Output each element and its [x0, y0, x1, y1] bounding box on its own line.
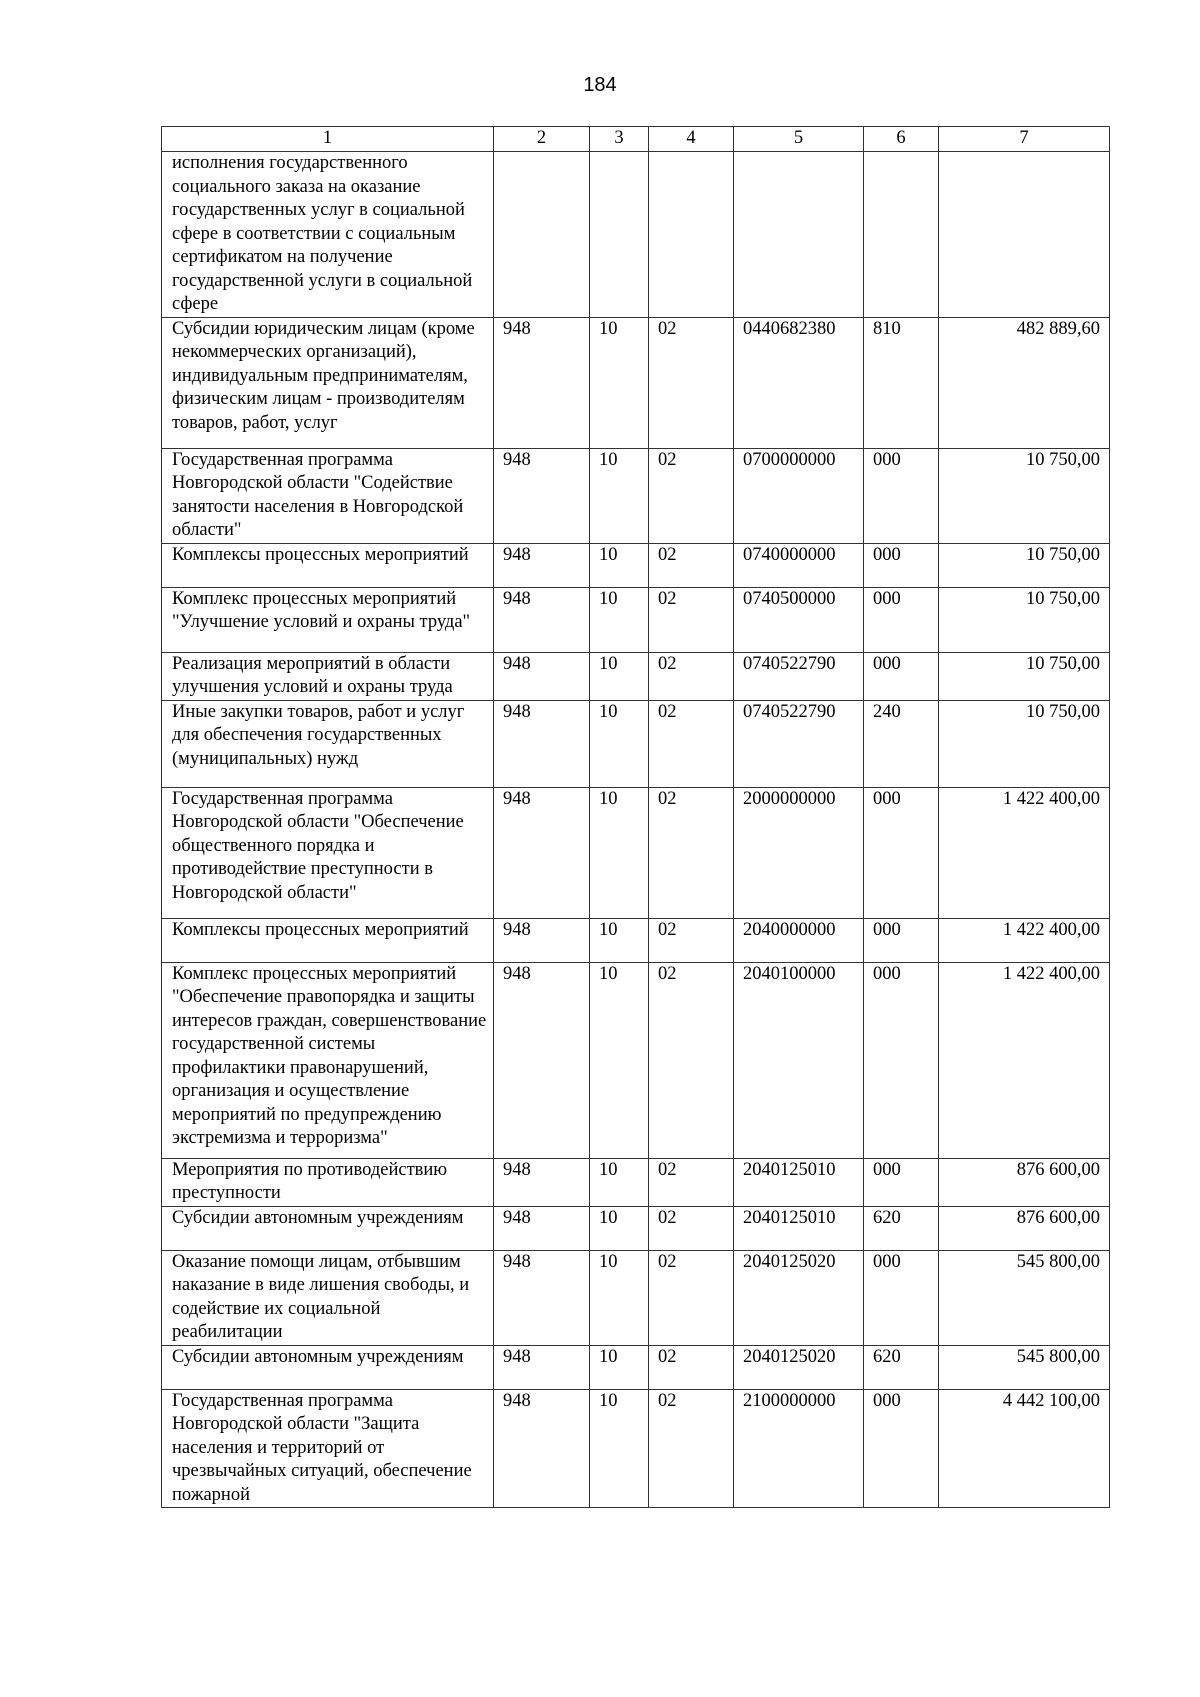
row-section-cell: 10: [590, 962, 649, 1158]
row-name-cell: Оказание помощи лицам, отбывшим наказание в виде лишения свободы, и содействие их социальной реабилитации: [162, 1250, 494, 1345]
row-expense-type-cell: 620: [864, 1345, 939, 1389]
row-section-cell: 10: [590, 1158, 649, 1206]
row-amount-cell: 10 750,00: [939, 700, 1110, 787]
row-expense-type-cell: [864, 152, 939, 318]
row-grbs-cell: 948: [494, 543, 590, 587]
row-name-cell: Государственная программа Новгородской области "Защита населения и территорий от чрезвычайных ситуаций, обеспечение пожарной: [162, 1389, 494, 1508]
row-section-cell: 10: [590, 543, 649, 587]
row-target-article-cell: 0740522790: [734, 700, 864, 787]
row-subsection-cell: 02: [649, 587, 734, 652]
table-row: [162, 152, 1110, 318]
header-cell-2: 2: [494, 127, 590, 152]
row-target-article-cell: 2100000000: [734, 1389, 864, 1508]
row-name-cell: Субсидии юридическим лицам (кроме некоммерческих организаций), индивидуальным предпринимателям, физическим лицам - производителям товаров, работ, услуг: [162, 317, 494, 448]
table-row: [162, 317, 1110, 448]
row-section-cell: 10: [590, 1250, 649, 1345]
row-name-cell: Субсидии автономным учреждениям: [162, 1345, 494, 1389]
row-target-article-cell: 0740000000: [734, 543, 864, 587]
row-expense-type-cell: 000: [864, 1250, 939, 1345]
row-subsection-cell: [649, 152, 734, 318]
row-subsection-cell: 02: [649, 652, 734, 700]
row-target-article-cell: 0740500000: [734, 587, 864, 652]
table-header-row: [162, 127, 1110, 152]
row-amount-cell: 482 889,60: [939, 317, 1110, 448]
row-subsection-cell: 02: [649, 317, 734, 448]
row-subsection-cell: 02: [649, 1345, 734, 1389]
row-subsection-cell: 02: [649, 1206, 734, 1250]
row-subsection-cell: 02: [649, 700, 734, 787]
row-subsection-cell: 02: [649, 543, 734, 587]
row-amount-cell: 4 442 100,00: [939, 1389, 1110, 1508]
row-name-cell: Комплекс процессных мероприятий "Обеспечение правопорядка и защиты интересов граждан, совершенствование государственной системы профилактики правонарушений, организация и осуществление мероприятий по предупреждению экстремизма и терроризма": [162, 962, 494, 1158]
row-section-cell: [590, 152, 649, 318]
table-row: [162, 1345, 1110, 1389]
row-target-article-cell: 0440682380: [734, 317, 864, 448]
row-amount-cell: 876 600,00: [939, 1206, 1110, 1250]
header-cell-6: 6: [864, 127, 939, 152]
table-row: [162, 1158, 1110, 1206]
table-row: [162, 787, 1110, 918]
row-section-cell: 10: [590, 1345, 649, 1389]
row-expense-type-cell: 000: [864, 1158, 939, 1206]
row-name-cell: Реализация мероприятий в области улучшения условий и охраны труда: [162, 652, 494, 700]
row-expense-type-cell: 000: [864, 1389, 939, 1508]
row-target-article-cell: 2040100000: [734, 962, 864, 1158]
row-target-article-cell: 2040000000: [734, 918, 864, 962]
row-section-cell: 10: [590, 1206, 649, 1250]
row-amount-cell: 10 750,00: [939, 652, 1110, 700]
header-cell-5: 5: [734, 127, 864, 152]
row-grbs-cell: 948: [494, 1345, 590, 1389]
row-amount-cell: 545 800,00: [939, 1345, 1110, 1389]
table-row: [162, 587, 1110, 652]
row-expense-type-cell: 620: [864, 1206, 939, 1250]
row-grbs-cell: 948: [494, 1250, 590, 1345]
row-expense-type-cell: 000: [864, 918, 939, 962]
row-target-article-cell: 2040125020: [734, 1250, 864, 1345]
row-section-cell: 10: [590, 787, 649, 918]
row-expense-type-cell: 000: [864, 448, 939, 543]
row-section-cell: 10: [590, 1389, 649, 1508]
row-subsection-cell: 02: [649, 918, 734, 962]
row-name-cell: Комплексы процессных мероприятий: [162, 543, 494, 587]
row-expense-type-cell: 000: [864, 652, 939, 700]
row-section-cell: 10: [590, 700, 649, 787]
table-body: [162, 152, 1110, 1508]
row-name-cell: Мероприятия по противодействию преступности: [162, 1158, 494, 1206]
row-expense-type-cell: 000: [864, 587, 939, 652]
row-section-cell: 10: [590, 587, 649, 652]
row-amount-cell: 10 750,00: [939, 587, 1110, 652]
table-row: [162, 1389, 1110, 1508]
row-section-cell: 10: [590, 448, 649, 543]
row-amount-cell: 876 600,00: [939, 1158, 1110, 1206]
row-name-cell: Комплексы процессных мероприятий: [162, 918, 494, 962]
row-target-article-cell: 2040125020: [734, 1345, 864, 1389]
row-grbs-cell: 948: [494, 317, 590, 448]
header-cell-4: 4: [649, 127, 734, 152]
row-grbs-cell: 948: [494, 1158, 590, 1206]
row-name-cell: Государственная программа Новгородской области "Содействие занятости населения в Новгородской области": [162, 448, 494, 543]
row-amount-cell: 545 800,00: [939, 1250, 1110, 1345]
table-row: [162, 962, 1110, 1158]
row-target-article-cell: 2000000000: [734, 787, 864, 918]
row-grbs-cell: 948: [494, 1206, 590, 1250]
row-section-cell: 10: [590, 918, 649, 962]
row-target-article-cell: 0740522790: [734, 652, 864, 700]
table-row: [162, 918, 1110, 962]
row-amount-cell: 10 750,00: [939, 543, 1110, 587]
row-grbs-cell: 948: [494, 1389, 590, 1508]
row-amount-cell: 1 422 400,00: [939, 918, 1110, 962]
row-amount-cell: 10 750,00: [939, 448, 1110, 543]
row-target-article-cell: 2040125010: [734, 1158, 864, 1206]
row-amount-cell: 1 422 400,00: [939, 962, 1110, 1158]
table-row: [162, 1250, 1110, 1345]
row-name-cell: Комплекс процессных мероприятий "Улучшение условий и охраны труда": [162, 587, 494, 652]
row-amount-cell: 1 422 400,00: [939, 787, 1110, 918]
row-grbs-cell: 948: [494, 700, 590, 787]
row-target-article-cell: 2040125010: [734, 1206, 864, 1250]
table-row: [162, 700, 1110, 787]
row-grbs-cell: 948: [494, 962, 590, 1158]
row-target-article-cell: 0700000000: [734, 448, 864, 543]
row-expense-type-cell: 240: [864, 700, 939, 787]
header-cell-3: 3: [590, 127, 649, 152]
table-row: [162, 543, 1110, 587]
row-subsection-cell: 02: [649, 1158, 734, 1206]
header-cell-1: 1: [162, 127, 494, 152]
row-target-article-cell: [734, 152, 864, 318]
row-expense-type-cell: 000: [864, 787, 939, 918]
row-subsection-cell: 02: [649, 787, 734, 918]
budget-table: [161, 126, 1110, 1508]
row-grbs-cell: 948: [494, 652, 590, 700]
table-row: [162, 1206, 1110, 1250]
row-subsection-cell: 02: [649, 962, 734, 1158]
page-number: 184: [583, 74, 617, 96]
header-cell-7: 7: [939, 127, 1110, 152]
row-subsection-cell: 02: [649, 1250, 734, 1345]
row-name-cell: исполнения государственного социального заказа на оказание государственных услуг в социальной сфере в соответствии с социальным сертификатом на получение государственной услуги в социальной сфере: [162, 152, 494, 318]
row-name-cell: Субсидии автономным учреждениям: [162, 1206, 494, 1250]
row-expense-type-cell: 810: [864, 317, 939, 448]
row-expense-type-cell: 000: [864, 543, 939, 587]
row-expense-type-cell: 000: [864, 962, 939, 1158]
row-subsection-cell: 02: [649, 1389, 734, 1508]
table-row: [162, 652, 1110, 700]
table-row: [162, 448, 1110, 543]
row-grbs-cell: 948: [494, 918, 590, 962]
row-grbs-cell: [494, 152, 590, 318]
row-name-cell: Иные закупки товаров, работ и услуг для обеспечения государственных (муниципальных) нужд: [162, 700, 494, 787]
row-subsection-cell: 02: [649, 448, 734, 543]
row-grbs-cell: 948: [494, 448, 590, 543]
row-section-cell: 10: [590, 652, 649, 700]
row-section-cell: 10: [590, 317, 649, 448]
row-amount-cell: [939, 152, 1110, 318]
row-grbs-cell: 948: [494, 587, 590, 652]
row-name-cell: Государственная программа Новгородской области "Обеспечение общественного порядка и противодействие преступности в Новгородской области": [162, 787, 494, 918]
row-grbs-cell: 948: [494, 787, 590, 918]
